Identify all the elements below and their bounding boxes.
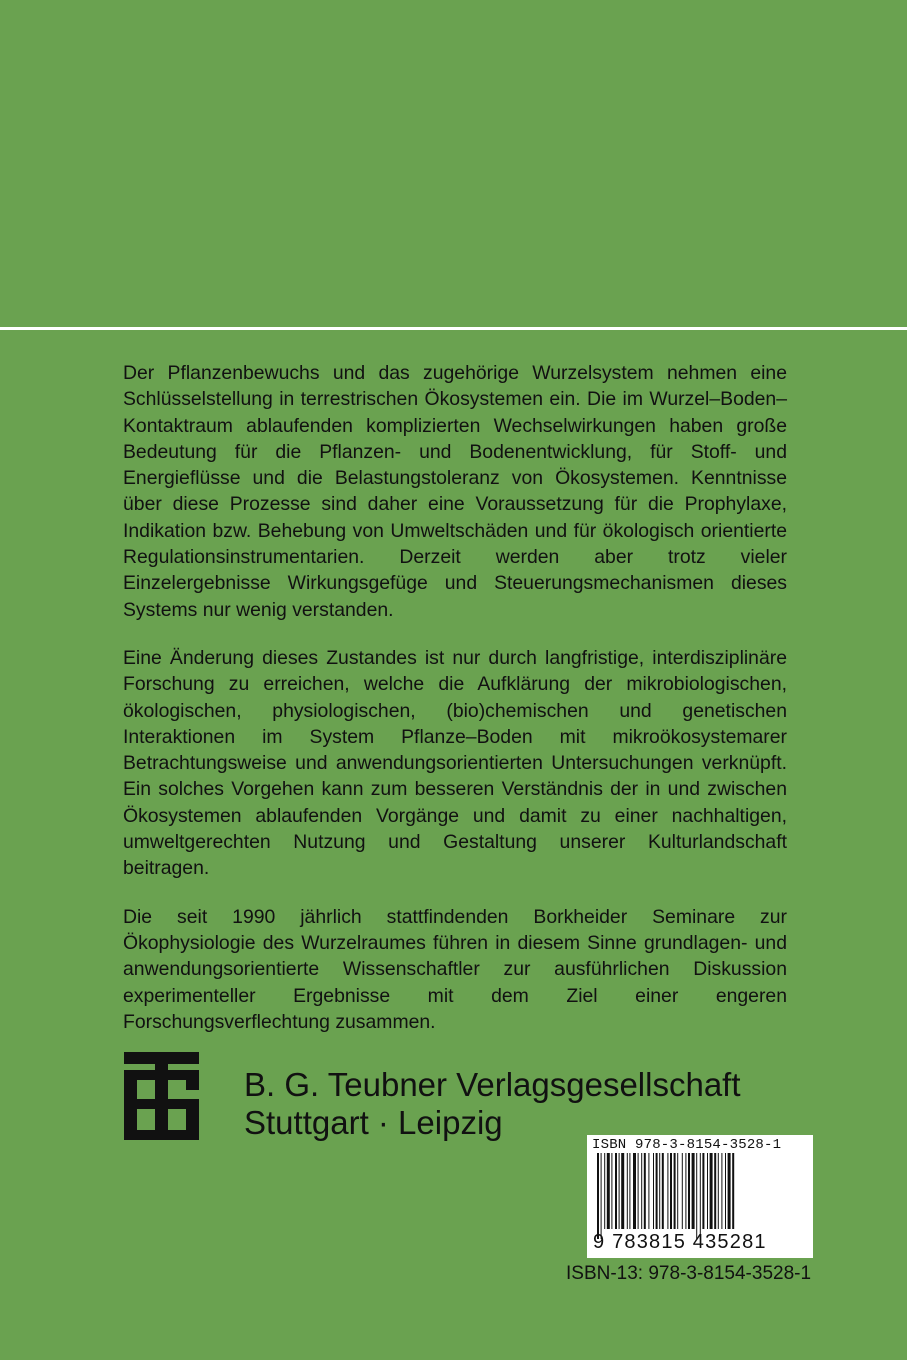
barcode-bar (732, 1153, 734, 1229)
publisher-name: B. G. Teubner Verlagsgesellschaft (244, 1066, 741, 1103)
barcode-bar (604, 1153, 605, 1229)
publisher-cities: Stuttgart · Leipzig (244, 1104, 503, 1141)
blurb-paragraph-3: Die seit 1990 jährlich stattfindenden Borkheider Seminare zur Ökophysiologie des Wurzelraumes führen in diesem Sinne grundlagen- und anwendungsorientierte Wissenschaftler zur ausführlichen Diskussion experimenteller Ergebnisse mit dem Ziel einer engeren Forschungsverflechtung zusammen. (123, 905, 787, 1033)
blurb-paragraph-1: Der Pflanzenbewuchs und das zugehörige Wurzelsystem nehmen eine Schlüsselstellung in terrestrischen Ökosystemen ein. Die im Wurzel–Boden–Kontaktraum ablaufenden komplizierten Wechselwirkungen haben große Bedeutung für die Pflanzen- und Bodenentwicklung, für Stoff- und Energieflüsse und die Belastungstoleranz von Ökosystemen. Kenntnisse über diese Prozesse sind daher eine Voraussetzung für die Prophylaxe, Indikation bzw. Behebung von Umweltschäden und für ökologisch orientierte Regulationsinstrumentarien. Derzeit werden aber trotz vieler Einzelergebnisse Wirkungsgefüge und Steuerungsmechanismen dieses Systems nur wenig verstanden. (123, 362, 787, 621)
barcode-bar (648, 1153, 649, 1229)
horizontal-divider (0, 327, 907, 330)
barcode-bar (601, 1153, 602, 1239)
barcode-bar (633, 1153, 636, 1229)
barcode-bar (707, 1153, 708, 1229)
barcode-box (587, 1135, 813, 1258)
back-cover-blurb (123, 360, 787, 1057)
barcode-bar (728, 1153, 731, 1229)
barcode-bar (725, 1153, 726, 1229)
isbn-13-label: ISBN-13: 978-3-8154-3528-1 (566, 1263, 812, 1284)
barcode-isbn-label: ISBN 978-3-8154-3528-1 (592, 1137, 782, 1153)
barcode-bar (718, 1153, 719, 1229)
barcode-bar (677, 1153, 678, 1229)
barcode-icon (587, 1153, 813, 1241)
teubner-logo-icon (124, 1052, 199, 1140)
barcode-bar (659, 1153, 660, 1229)
barcode-bar (641, 1153, 642, 1229)
barcode-bar (685, 1153, 686, 1229)
barcode-bar (700, 1153, 701, 1239)
barcode-bar (644, 1153, 646, 1229)
barcode-bar (670, 1153, 672, 1229)
barcode-digits: 9 783815 435281 (593, 1231, 767, 1253)
barcode-bar (674, 1153, 676, 1229)
barcode-bar (667, 1153, 668, 1229)
barcode-bar (714, 1153, 716, 1229)
barcode-bar (688, 1153, 690, 1229)
barcode-bar (615, 1153, 617, 1229)
blurb-paragraph-2: Eine Änderung dieses Zustandes ist nur durch langfristige, interdisziplinäre Forschung zu erreichen, welche die Aufklärung der mikrobiologischen, ökologischen, physiologischen, (bio)chemischen und genetischen Interaktionen im System Pflanze–Boden mit mikroökosystemarer Betrachtungsweise und anwendungsorientierten Untersuchungen verknüpft. Ein solches Vorgehen kann zum besseren Verständnis der in und zwischen Ökosystemen ablaufenden Vorgänge und damit zu einer nachhaltigen, umweltgerechten Nutzung und Gestaltung unserer Kulturlandschaft beitragen. (123, 646, 787, 880)
barcode-bar (611, 1153, 612, 1229)
barcode-bar (638, 1153, 639, 1229)
barcode-bar (621, 1153, 624, 1229)
barcode-bar (682, 1153, 683, 1229)
barcode-bar (692, 1153, 695, 1229)
barcode-bar (710, 1153, 713, 1229)
barcode-bar (629, 1153, 630, 1229)
publisher-info (244, 1066, 741, 1142)
barcode-bar (696, 1153, 697, 1239)
barcode-bar (656, 1153, 658, 1229)
barcode-bar (721, 1153, 722, 1229)
barcode-bar (607, 1153, 610, 1229)
barcode-bar (619, 1153, 620, 1229)
barcode-bar (597, 1153, 599, 1239)
barcode-bar (702, 1153, 704, 1229)
barcode-bar (627, 1153, 628, 1229)
barcode-bar (662, 1153, 664, 1229)
barcode-bar (653, 1153, 654, 1229)
